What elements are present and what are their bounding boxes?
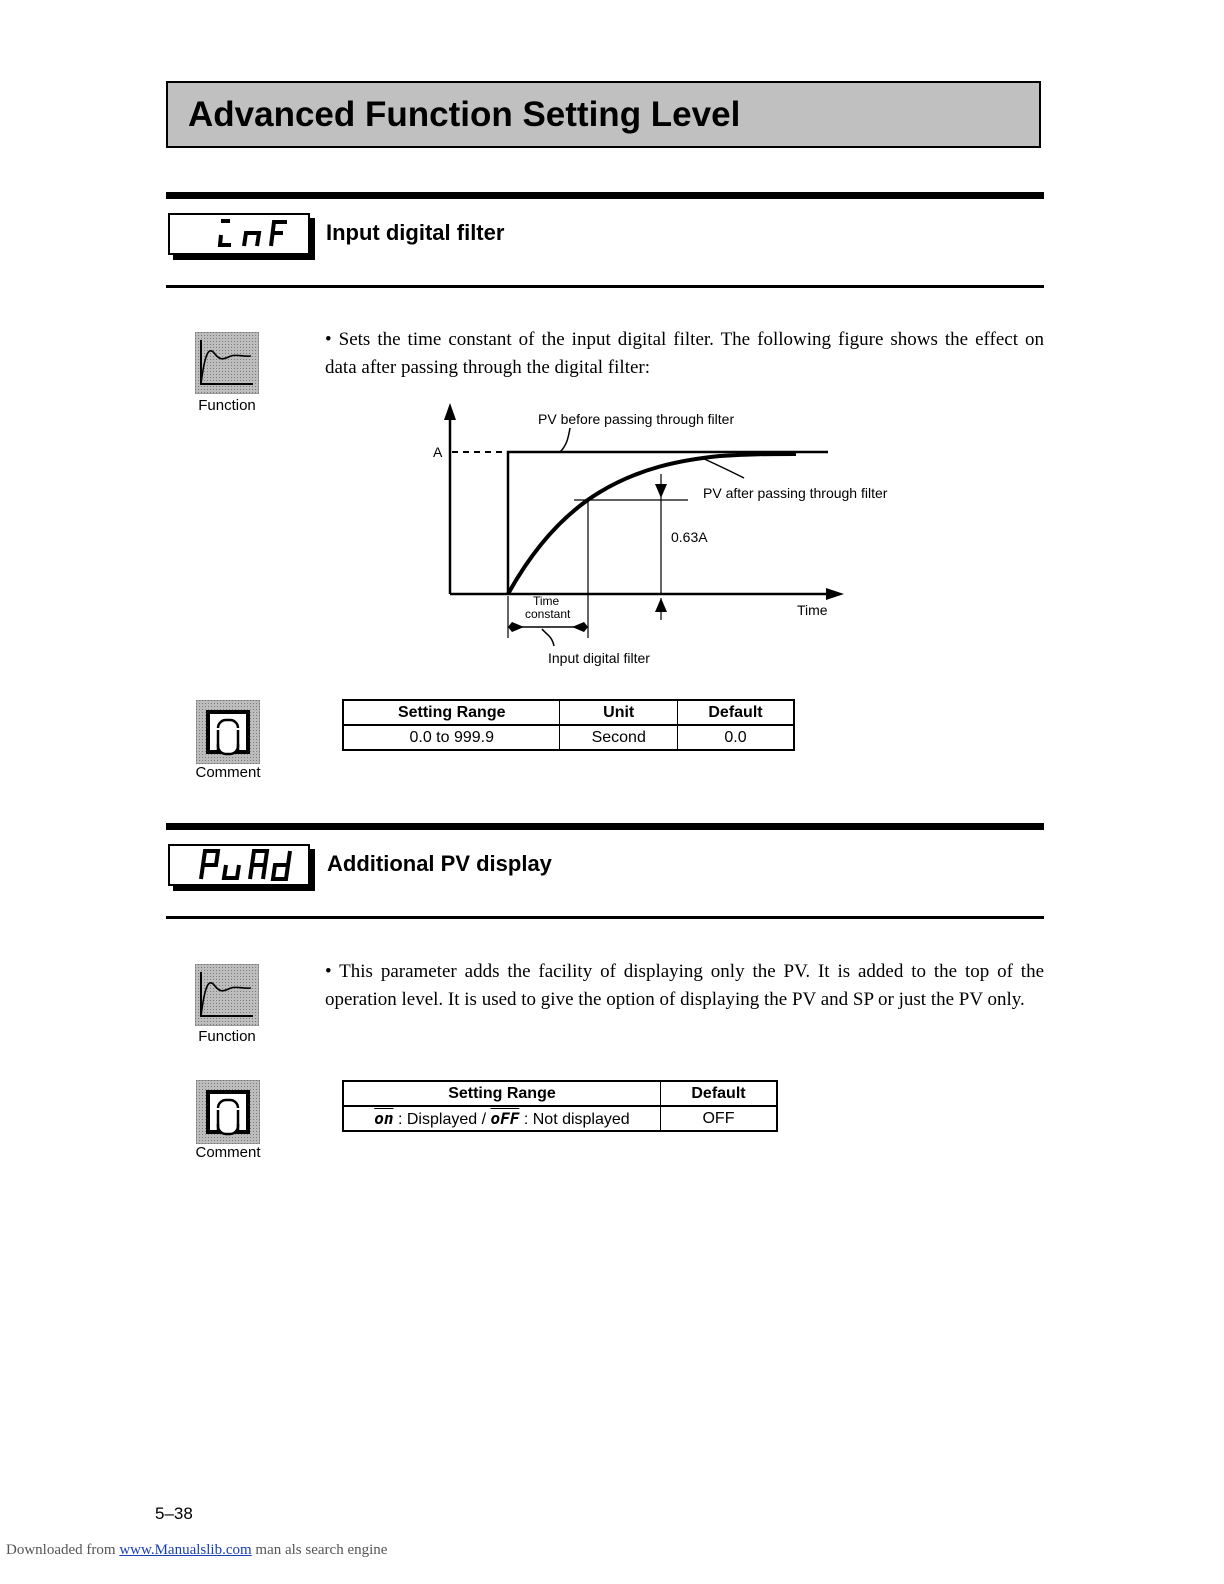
function-icon: [195, 964, 259, 1026]
filter-response-diagram: [420, 400, 920, 670]
lcd-off-code: $\overline{oFF}$: [490, 1108, 520, 1128]
header-unit: Unit: [560, 700, 678, 725]
header-default: Default: [660, 1081, 777, 1106]
setting-range-table: [342, 1080, 778, 1132]
y-axis-arrowhead: [444, 403, 456, 420]
before-leader: [560, 428, 570, 452]
label-time-constant-line2: constant: [525, 607, 571, 621]
header-setting-range: Setting Range: [343, 700, 560, 725]
section-top-rule: [166, 192, 1044, 199]
table-row: [343, 1106, 777, 1131]
header-default: Default: [677, 700, 794, 725]
section-bottom-rule: [166, 285, 1044, 288]
lcd-inf-glyph: [170, 215, 308, 253]
cell-default: 0.0: [677, 725, 794, 750]
comment-label: Comment: [195, 764, 261, 781]
label-input-digital-filter: Input digital filter: [548, 650, 650, 666]
label-time-axis: Time: [797, 602, 828, 618]
063a-down-arrow: [655, 484, 667, 498]
function-label: Function: [198, 1028, 256, 1045]
manualslib-link[interactable]: www.Manualslib.com: [119, 1542, 252, 1558]
setting-range-table: [342, 699, 795, 751]
cell-unit: Second: [560, 725, 678, 750]
range-on-text: : Displayed /: [397, 1110, 487, 1128]
function-icon: [195, 332, 259, 394]
table-row: [343, 725, 794, 750]
range-off-text: : Not displayed: [523, 1110, 630, 1128]
step-input-line: [508, 452, 828, 594]
cell-default: OFF: [660, 1106, 777, 1131]
description-text: • Sets the time constant of the input digital filter. The following figure shows the effect on data after passing through the digital filter:: [325, 329, 1044, 378]
lcd-on-code: $\overline{on}$: [374, 1108, 394, 1128]
comment-label: Comment: [195, 1144, 261, 1161]
comment-icon: [196, 1080, 260, 1142]
lcd-pvad-glyph: [170, 846, 308, 884]
label-pv-before: PV before passing through filter: [538, 411, 735, 427]
header-setting-range: Setting Range: [343, 1081, 660, 1106]
footer-tail-text: man als search engine: [255, 1542, 388, 1558]
lcd-code-display: [168, 844, 310, 886]
filter-leader: [542, 629, 554, 646]
page-number: 5–38: [155, 1504, 193, 1523]
download-footer: [6, 1542, 387, 1559]
cell-setting-range: [343, 1106, 660, 1131]
label-a: A: [433, 444, 443, 460]
lcd-code-display: [168, 213, 310, 255]
description-text: • This parameter adds the facility of displaying only the PV. It is added to the top of the operation level. It is used to give the option of displaying the PV and SP or just the PV only.: [325, 961, 1044, 1010]
section-bottom-rule: [166, 916, 1044, 919]
label-time-constant-line1: Time: [533, 594, 560, 608]
section-top-rule: [166, 823, 1044, 830]
parameter-title: Input digital filter: [326, 220, 505, 245]
function-label: Function: [198, 397, 256, 414]
parameter-title: Additional PV display: [327, 851, 552, 876]
downloaded-from-text: Downloaded from: [6, 1542, 116, 1558]
label-pv-after: PV after passing through filter: [703, 485, 888, 501]
comment-icon: [196, 700, 260, 762]
x-axis-arrowhead: [826, 588, 844, 600]
label-063a: 0.63A: [671, 529, 708, 545]
page-title: Advanced Function Setting Level: [188, 95, 741, 134]
filtered-curve: [508, 454, 796, 594]
after-leader: [702, 458, 744, 478]
cell-setting-range: 0.0 to 999.9: [343, 725, 560, 750]
